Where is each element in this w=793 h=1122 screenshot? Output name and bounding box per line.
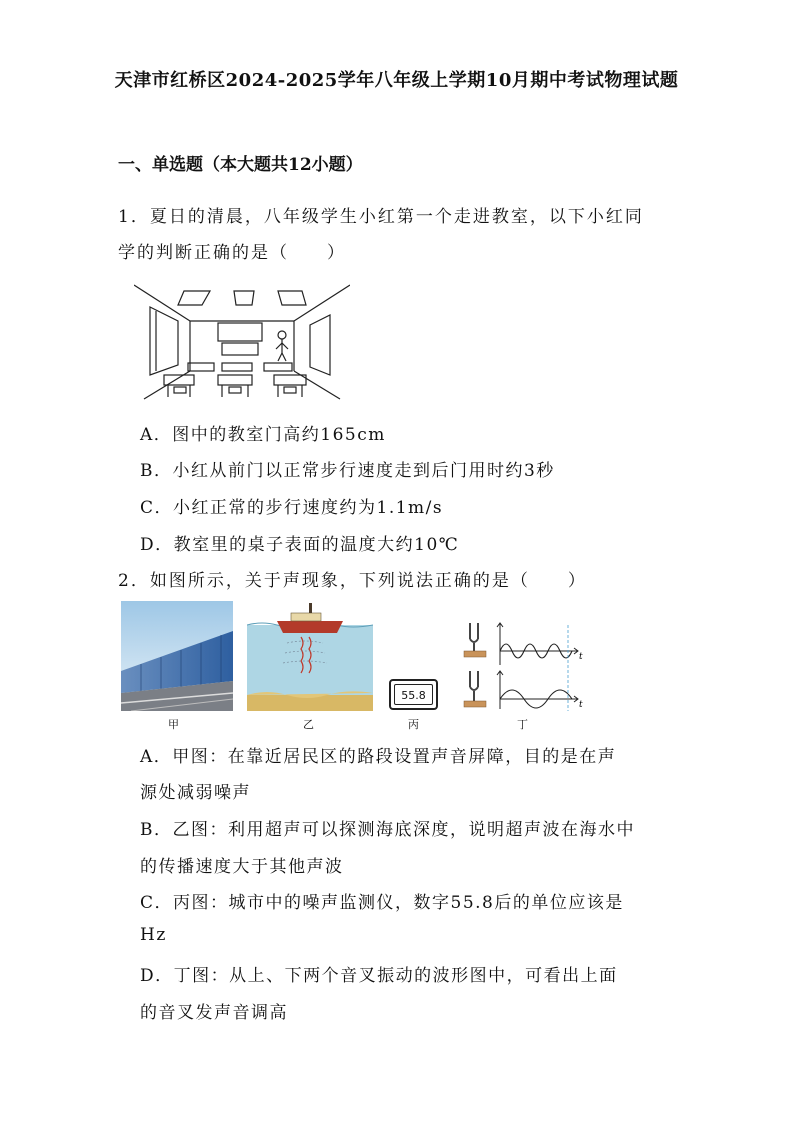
q2-option-c-line1: C．丙图：城市中的噪声监测仪，数字55.8后的单位应该是 bbox=[140, 893, 624, 913]
classroom-figure bbox=[134, 283, 350, 401]
q1-option-a: A．图中的教室门高约165cm bbox=[140, 425, 386, 445]
q1-option-b: B．小红从前门以正常步行速度走到后门用时约3秒 bbox=[140, 461, 555, 481]
q2-option-a-line1: A．甲图：在靠近居民区的路段设置声音屏障，目的是在声 bbox=[140, 747, 617, 767]
fig-label-jia: 甲 bbox=[168, 718, 179, 731]
sound-barrier-photo bbox=[121, 601, 233, 711]
tuning-fork-waveforms bbox=[462, 621, 590, 713]
q2-option-c-line2: Hz bbox=[140, 925, 167, 945]
axis-label-t-upper: t bbox=[579, 652, 583, 662]
fig-label-yi: 乙 bbox=[303, 718, 314, 731]
fig-label-ding: 丁 bbox=[517, 718, 528, 731]
q2-option-d-line2: 的音叉发声音调高 bbox=[140, 1003, 288, 1023]
q1-option-d: D．教室里的桌子表面的温度大约10℃ bbox=[140, 535, 460, 555]
fig-label-bing: 丙 bbox=[408, 718, 419, 731]
q2-option-b-line1: B．乙图：利用超声可以探测海底深度，说明超声波在海水中 bbox=[140, 820, 635, 840]
noise-meter bbox=[389, 679, 438, 710]
q2-stem: 2．如图所示，关于声现象，下列说法正确的是（ ） bbox=[118, 571, 587, 591]
q2-option-b-line2: 的传播速度大于其他声波 bbox=[140, 857, 344, 877]
q2-option-d-line1: D．丁图：从上、下两个音叉振动的波形图中，可看出上面 bbox=[140, 966, 618, 986]
q2-option-a-line2: 源处减弱噪声 bbox=[140, 783, 251, 803]
axis-label-t-lower: t bbox=[579, 700, 583, 710]
q1-option-c: C．小红正常的步行速度约为1.1m/s bbox=[140, 498, 444, 518]
noise-meter-screen: 55.8 bbox=[394, 684, 433, 705]
document-title: 天津市红桥区2024-2025学年八年级上学期10月期中考试物理试题 bbox=[114, 70, 679, 91]
sonar-ship-figure bbox=[247, 603, 373, 711]
q1-stem-line1: 1．夏日的清晨，八年级学生小红第一个走进教室，以下小红同 bbox=[118, 207, 644, 227]
section-heading: 一、单选题（本大题共12小题） bbox=[118, 155, 363, 175]
q1-stem-line2: 学的判断正确的是（ ） bbox=[118, 243, 346, 263]
